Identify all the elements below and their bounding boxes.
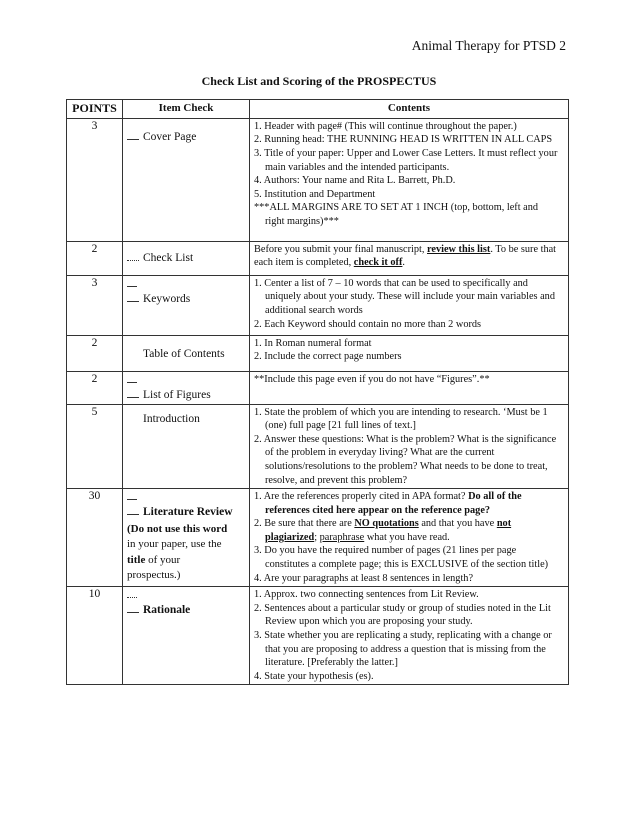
points-header: POINTS: [67, 100, 123, 119]
content-line: 3. Do you have the required number of pages (21 lines per page: [254, 545, 517, 557]
content-line: 2. Answer these questions: What is the problem? What is the significance: [254, 433, 557, 445]
content-line: 4. Authors: Your name and Rita L. Barrett, Ph.D.: [254, 175, 456, 187]
contents-cell: [250, 241, 569, 275]
item-cell: [123, 404, 250, 488]
item-cell: [123, 489, 250, 587]
content-text: 2. Be sure that there are: [254, 518, 352, 530]
points-cell: 2: [67, 335, 123, 371]
check-blank[interactable]: [127, 493, 137, 500]
content-line: 3. State whether you are replicating a study, replicating with a change or: [254, 629, 552, 641]
contents-cell: [250, 404, 569, 488]
content-line: that you are proposing to address a question that is missing from the: [265, 643, 546, 655]
points-cell: 10: [67, 587, 123, 685]
check-blank[interactable]: [127, 388, 139, 398]
item-label: Check List: [143, 251, 194, 264]
emphasis-text: paraphrase: [319, 531, 365, 543]
content-line: 1. Approx. two connecting sentences from Lit Review.: [254, 589, 479, 601]
check-blank[interactable]: [127, 376, 137, 383]
check-blank[interactable]: [127, 292, 139, 302]
content-text: and that you have: [421, 518, 495, 530]
table-row: [67, 404, 569, 488]
content-text: .: [402, 257, 405, 269]
item-cell: [123, 335, 250, 371]
content-line: of the problem in everyday living? What are the current: [265, 447, 495, 459]
content-line: additional search words: [265, 304, 363, 316]
content-line: solutions/resolutions to the problem? What needs to be done to treat,: [265, 461, 548, 473]
check-blank[interactable]: [127, 251, 139, 261]
content-text: what you have read.: [366, 531, 450, 543]
table-row: [67, 335, 569, 371]
points-cell: 2: [67, 241, 123, 275]
content-line: 2. Include the correct page numbers: [254, 351, 402, 363]
item-cell: [123, 241, 250, 275]
content-line: 1. In Roman numeral format: [254, 337, 372, 349]
points-cell: 5: [67, 404, 123, 488]
item-label: List of Figures: [143, 388, 211, 401]
points-cell: 3: [67, 118, 123, 241]
content-line: references cited here appear on the reference page?: [265, 504, 491, 516]
content-line: 4. State your hypothesis (es).: [254, 670, 374, 682]
content-line: [254, 531, 564, 545]
content-line: (one) full page [21 full lines of text.]: [265, 420, 416, 432]
item-cell: [123, 275, 250, 335]
note-text: in your paper, use the: [127, 538, 222, 551]
content-line: resolve, and prevent this problem?: [265, 474, 408, 486]
table-header-row: [67, 100, 569, 119]
emphasis-text: Do all of the: [468, 491, 522, 503]
content-line: constitutes a complete page; this is EXCLUSIVE of the section title): [265, 559, 549, 571]
content-text: . To be sure that each item is completed,: [254, 243, 557, 269]
item-cell: [123, 118, 250, 241]
item-label: Keywords: [143, 292, 191, 305]
table-row: [67, 241, 569, 275]
content-line: [254, 517, 564, 531]
content-line: 1. State the problem of which you are intending to research. ‘Must be 1: [254, 406, 548, 418]
item-cell: [123, 587, 250, 685]
check-blank[interactable]: [127, 505, 139, 515]
content-line: **Include this page even if you do not have “Figures”.**: [254, 373, 490, 385]
content-line: main variables and the intended participants.: [265, 161, 450, 173]
contents-cell: [250, 371, 569, 404]
contents-cell: [250, 275, 569, 335]
item-check-header: Item Check: [123, 100, 250, 119]
check-blank[interactable]: [127, 130, 139, 140]
content-line: 2. Each Keyword should contain no more than 2 words: [254, 318, 482, 330]
content-line: uniquely about your study. These will include your main variables and: [265, 291, 555, 303]
contents-cell: [250, 335, 569, 371]
item-label: Cover Page: [143, 130, 197, 143]
check-blank[interactable]: [127, 603, 139, 613]
table-row: [67, 118, 569, 241]
points-cell: 30: [67, 489, 123, 587]
item-label: Introduction: [143, 412, 200, 425]
table-row: [67, 587, 569, 685]
page-title: Check List and Scoring of the PROSPECTUS: [201, 74, 437, 88]
prospectus-checklist-table: [66, 99, 569, 685]
contents-cell: [250, 118, 569, 241]
content-line: 3. Title of your paper: Upper and Lower Case Letters. It must reflect your: [254, 147, 558, 159]
note-text: title: [127, 553, 146, 566]
content-line: 1. Center a list of 7 – 10 words that can be used to specifically and: [254, 277, 528, 289]
item-label: Literature Review: [143, 506, 233, 519]
points-cell: 3: [67, 275, 123, 335]
content-line: literature. [Preferably the latter.]: [265, 657, 398, 669]
content-line: 5. Institution and Department: [254, 188, 376, 200]
item-label: Rationale: [143, 604, 191, 617]
content-line: [254, 490, 564, 504]
contents-header: Contents: [250, 100, 569, 119]
content-line: 2. Sentences about a particular study or group of studies noted in the Lit: [254, 602, 551, 614]
emphasis-text: not: [496, 518, 512, 530]
table-row: [67, 275, 569, 335]
running-header: Animal Therapy for PTSD 2: [411, 38, 566, 53]
contents-cell: [250, 587, 569, 685]
item-cell: [123, 371, 250, 404]
content-line: 4. Are your paragraphs at least 8 sentences in length?: [254, 572, 474, 584]
contents-cell: [250, 489, 569, 587]
emphasis-text: plagiarized: [265, 531, 315, 543]
note-text: of your: [148, 553, 181, 566]
content-line: 1. Header with page# (This will continue throughout the paper.): [254, 120, 517, 132]
points-cell: 2: [67, 371, 123, 404]
content-line: ***ALL MARGINS ARE TO SET AT 1 INCH (top, bottom, left and: [254, 202, 539, 214]
emphasis-text: review this list: [427, 243, 491, 255]
item-label: Table of Contents: [143, 347, 225, 360]
note-text: (Do not use this word: [127, 523, 228, 536]
content-text: Before you submit your final manuscript,: [254, 243, 425, 255]
content-line: right margins)***: [265, 215, 339, 227]
emphasis-text: check it off: [353, 257, 403, 269]
content-line: Review upon which you are proposing your study.: [265, 616, 473, 628]
check-blank[interactable]: [127, 591, 137, 598]
item-note: [127, 522, 245, 584]
table-row: [67, 489, 569, 587]
table-row: [67, 371, 569, 404]
note-text: prospectus.): [127, 569, 181, 582]
check-blank[interactable]: [127, 280, 137, 287]
content-line: 2. Running head: THE RUNNING HEAD IS WRITTEN IN ALL CAPS: [254, 134, 553, 146]
content-text: ;: [314, 531, 318, 543]
content-text: 1. Are the references properly cited in APA format?: [254, 491, 466, 503]
emphasis-text: NO quotations: [354, 518, 419, 530]
